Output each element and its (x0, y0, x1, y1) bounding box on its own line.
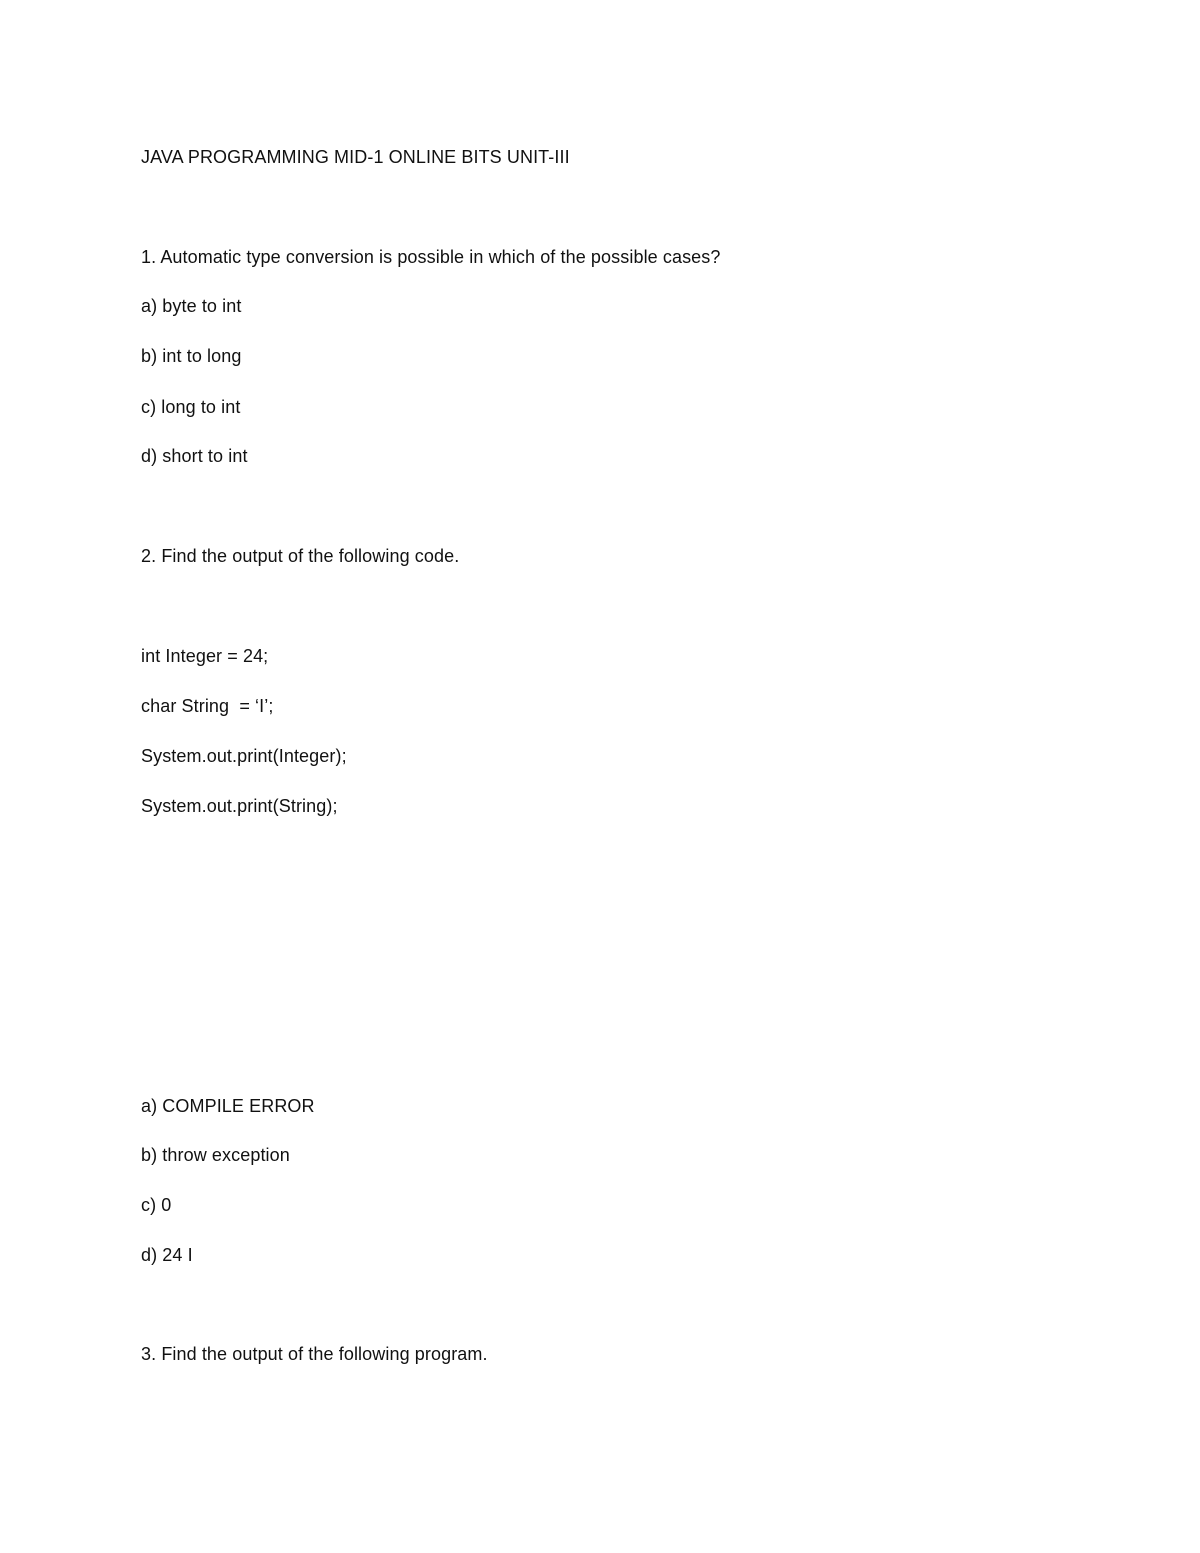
question-2-option-a: a) COMPILE ERROR (141, 1096, 315, 1116)
question-2-text: 2. Find the output of the following code. (141, 546, 460, 566)
question-2-code-line-1: int Integer = 24; (141, 646, 269, 666)
document-title: JAVA PROGRAMMING MID-1 ONLINE BITS UNIT-III (141, 147, 570, 167)
question-1-text: 1. Automatic type conversion is possible in which of the possible cases? (141, 247, 721, 267)
question-1-option-a: a) byte to int (141, 296, 242, 316)
question-2-option-c: c) 0 (141, 1195, 172, 1215)
question-2-code-line-4: System.out.print(String); (141, 796, 338, 816)
question-2-code-line-3: System.out.print(Integer); (141, 746, 347, 766)
question-2-code-line-2: char String = ‘I’; (141, 696, 274, 716)
question-1-option-c: c) long to int (141, 397, 241, 417)
question-1-option-d: d) short to int (141, 446, 248, 466)
question-2-option-d: d) 24 I (141, 1245, 193, 1265)
question-2-option-b: b) throw exception (141, 1145, 290, 1165)
question-1-option-b: b) int to long (141, 346, 242, 366)
question-3-text: 3. Find the output of the following program. (141, 1344, 488, 1364)
